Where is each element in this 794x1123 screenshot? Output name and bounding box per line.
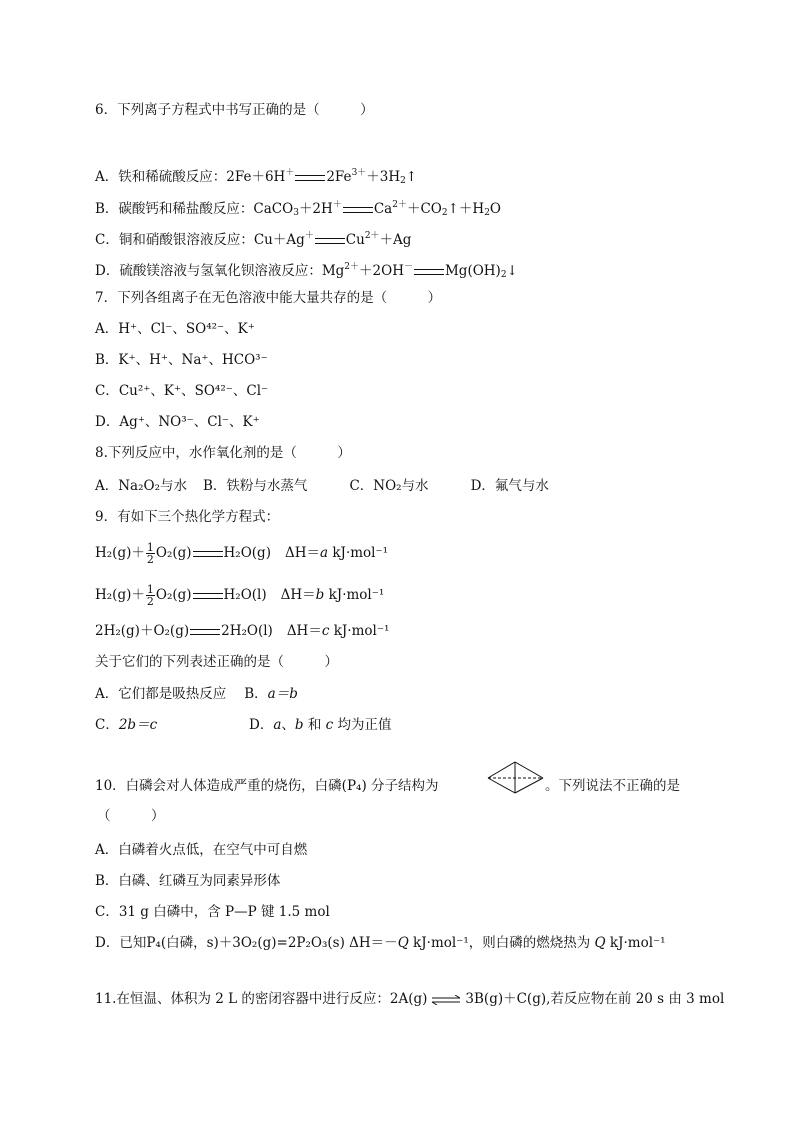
q9-equation-1: H₂(g)＋ $\frac{1}{2}$ O₂(g) H₂O(g) ΔH＝a kJ·mol⁻¹ <box>95 541 389 566</box>
fraction-half: $\frac{1}{2}$ <box>146 583 154 608</box>
q10-option-d: D．已知P₄(白磷，s)＋3O₂(g)=2P₂O₃(s) ΔH＝－Q kJ·mol⁻¹，则白磷的燃烧热为 Q kJ·mol⁻¹ <box>95 935 666 951</box>
q8-option-a: A．Na₂O₂与水 <box>95 478 188 494</box>
q10-option-a: A．白磷着火点低，在空气中可自燃 <box>95 842 308 858</box>
q7-option-a: A．H⁺、Cl⁻、SO⁴²⁻、K⁺ <box>95 321 255 337</box>
equals-double-line <box>343 207 373 213</box>
q9-option-b: B．a＝b <box>244 686 298 702</box>
q6-option-d: D．硫酸镁溶液与氢氧化钡溶液反应：$Mg^{2+}+2OH^-$ $Mg(OH)_2↓$ <box>95 262 518 280</box>
q9-options-cd <box>95 716 392 734</box>
q9-equation-3: 2H₂(g)＋O₂(g) 2H₂O(l) ΔH＝c kJ·mol⁻¹ <box>95 623 390 639</box>
equals-double-line <box>414 269 444 275</box>
q9-stem: 9．有如下三个热化学方程式： <box>95 509 280 525</box>
q6-stem: 6．下列离子方程式中书写正确的是（ ） <box>95 102 374 118</box>
fraction-half: $\frac{1}{2}$ <box>146 541 154 566</box>
equals-double-line <box>295 175 325 181</box>
q8-option-d: D．氟气与水 <box>470 478 549 494</box>
reversible-arrow-icon <box>430 995 462 1005</box>
q8-option-c: C．NO₂与水 <box>349 478 429 494</box>
white-phosphorus-tetrahedron-diagram <box>486 760 546 796</box>
q10-answer-paren: （ ） <box>97 808 165 824</box>
q7-stem: 7．下列各组离子在无色溶液中能大量共存的是（ ） <box>95 290 442 306</box>
q10-stem-b: 。下列说法不正确的是 <box>545 778 680 794</box>
equals-double-line <box>190 629 220 635</box>
q6-option-c: C．铜和硝酸银溶液反应：Cu＋Ag＋ $Cu^{2+}+Ag$ <box>95 231 412 248</box>
q9-ask: 关于它们的下列表述正确的是（ ） <box>95 654 338 670</box>
equals-double-line <box>193 551 223 557</box>
q8-option-b: B．铁粉与水蒸气 <box>203 478 308 494</box>
q10-stem-a: 10．白磷会对人体造成严重的烧伤，白磷(P₄) 分子结构为 <box>95 778 439 794</box>
q9-options-ab <box>95 685 298 703</box>
q6-option-a: A．铁和稀硫酸反应：2Fe＋6H＋ $2Fe^{3+}+3H_2↑$ <box>95 168 418 186</box>
q7-option-c: C．Cu²⁺、K⁺、SO⁴²⁻、Cl⁻ <box>95 383 269 399</box>
q9-option-a: A．它们都是吸热反应 <box>95 686 227 702</box>
q11-stem: 11.在恒温、体积为 2 L 的密闭容器中进行反应：2A(g) 3B(g)＋C(g),若反应物在前 20 s 由 3 mol <box>95 991 725 1007</box>
q7-option-d: D．Ag⁺、NO³⁻、Cl⁻、K⁺ <box>95 414 260 430</box>
equals-double-line <box>315 238 345 244</box>
q7-option-b: B．K⁺、H⁺、Na⁺、HCO³⁻ <box>95 352 268 368</box>
q8-options <box>95 477 549 495</box>
q10-option-c: C．31 g 白磷中，含 P—P 键 1.5 mol <box>95 904 330 920</box>
q8-stem: 8.下列反应中，水作氧化剂的是（ ） <box>95 445 351 461</box>
q9-equation-2: H₂(g)＋ $\frac{1}{2}$ O₂(g) H₂O(l) ΔH＝b kJ·mol⁻¹ <box>95 583 385 608</box>
q6-option-b: B．碳酸钙和稀盐酸反应：CaCO$_3$＋2H＋ $Ca^{2+}+CO_2↑+H_2O$ <box>95 200 501 218</box>
q9-option-c: C．2b＝c <box>95 717 158 733</box>
equals-double-line <box>193 593 223 599</box>
q9-option-d: D．a、b 和 c 均为正值 <box>249 717 392 733</box>
q10-option-b: B．白磷、红磷互为同素异形体 <box>95 873 281 889</box>
